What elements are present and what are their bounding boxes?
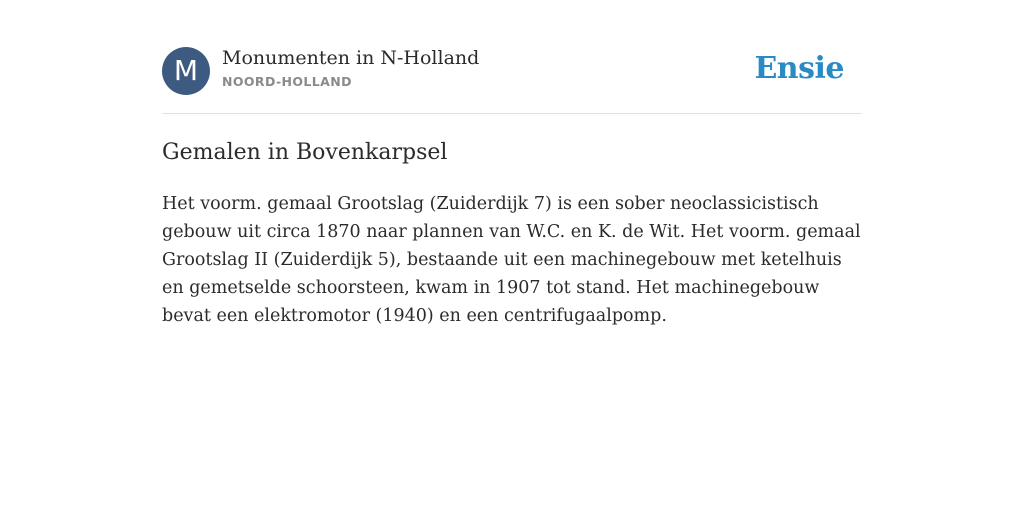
source-header bbox=[162, 46, 862, 96]
source-title[interactable]: Monumenten in N-Holland bbox=[222, 47, 480, 69]
brand-logo[interactable]: Ensie bbox=[754, 51, 844, 86]
divider bbox=[162, 113, 862, 114]
article-title: Gemalen in Bovenkarpsel bbox=[162, 140, 448, 165]
avatar[interactable]: M bbox=[162, 47, 210, 95]
article-body: Het voorm. gemaal Grootslag (Zuiderdijk 7) is een sober neoclassicistisch gebouw uit circa 1870 naar plannen van W.C. en K. de Wit. Het voorm. gemaal Grootslag II (Zuiderdijk 5), bestaande uit een machinegebouw met ketelhuis en gemetselde schoorsteen, kwam in 1907 tot stand. Het machinegebouw bevat een elektromotor (1940) en een centrifugaalpomp. bbox=[162, 194, 861, 326]
article-card bbox=[162, 46, 862, 326]
source-subtitle: NOORD-HOLLAND bbox=[222, 74, 352, 89]
